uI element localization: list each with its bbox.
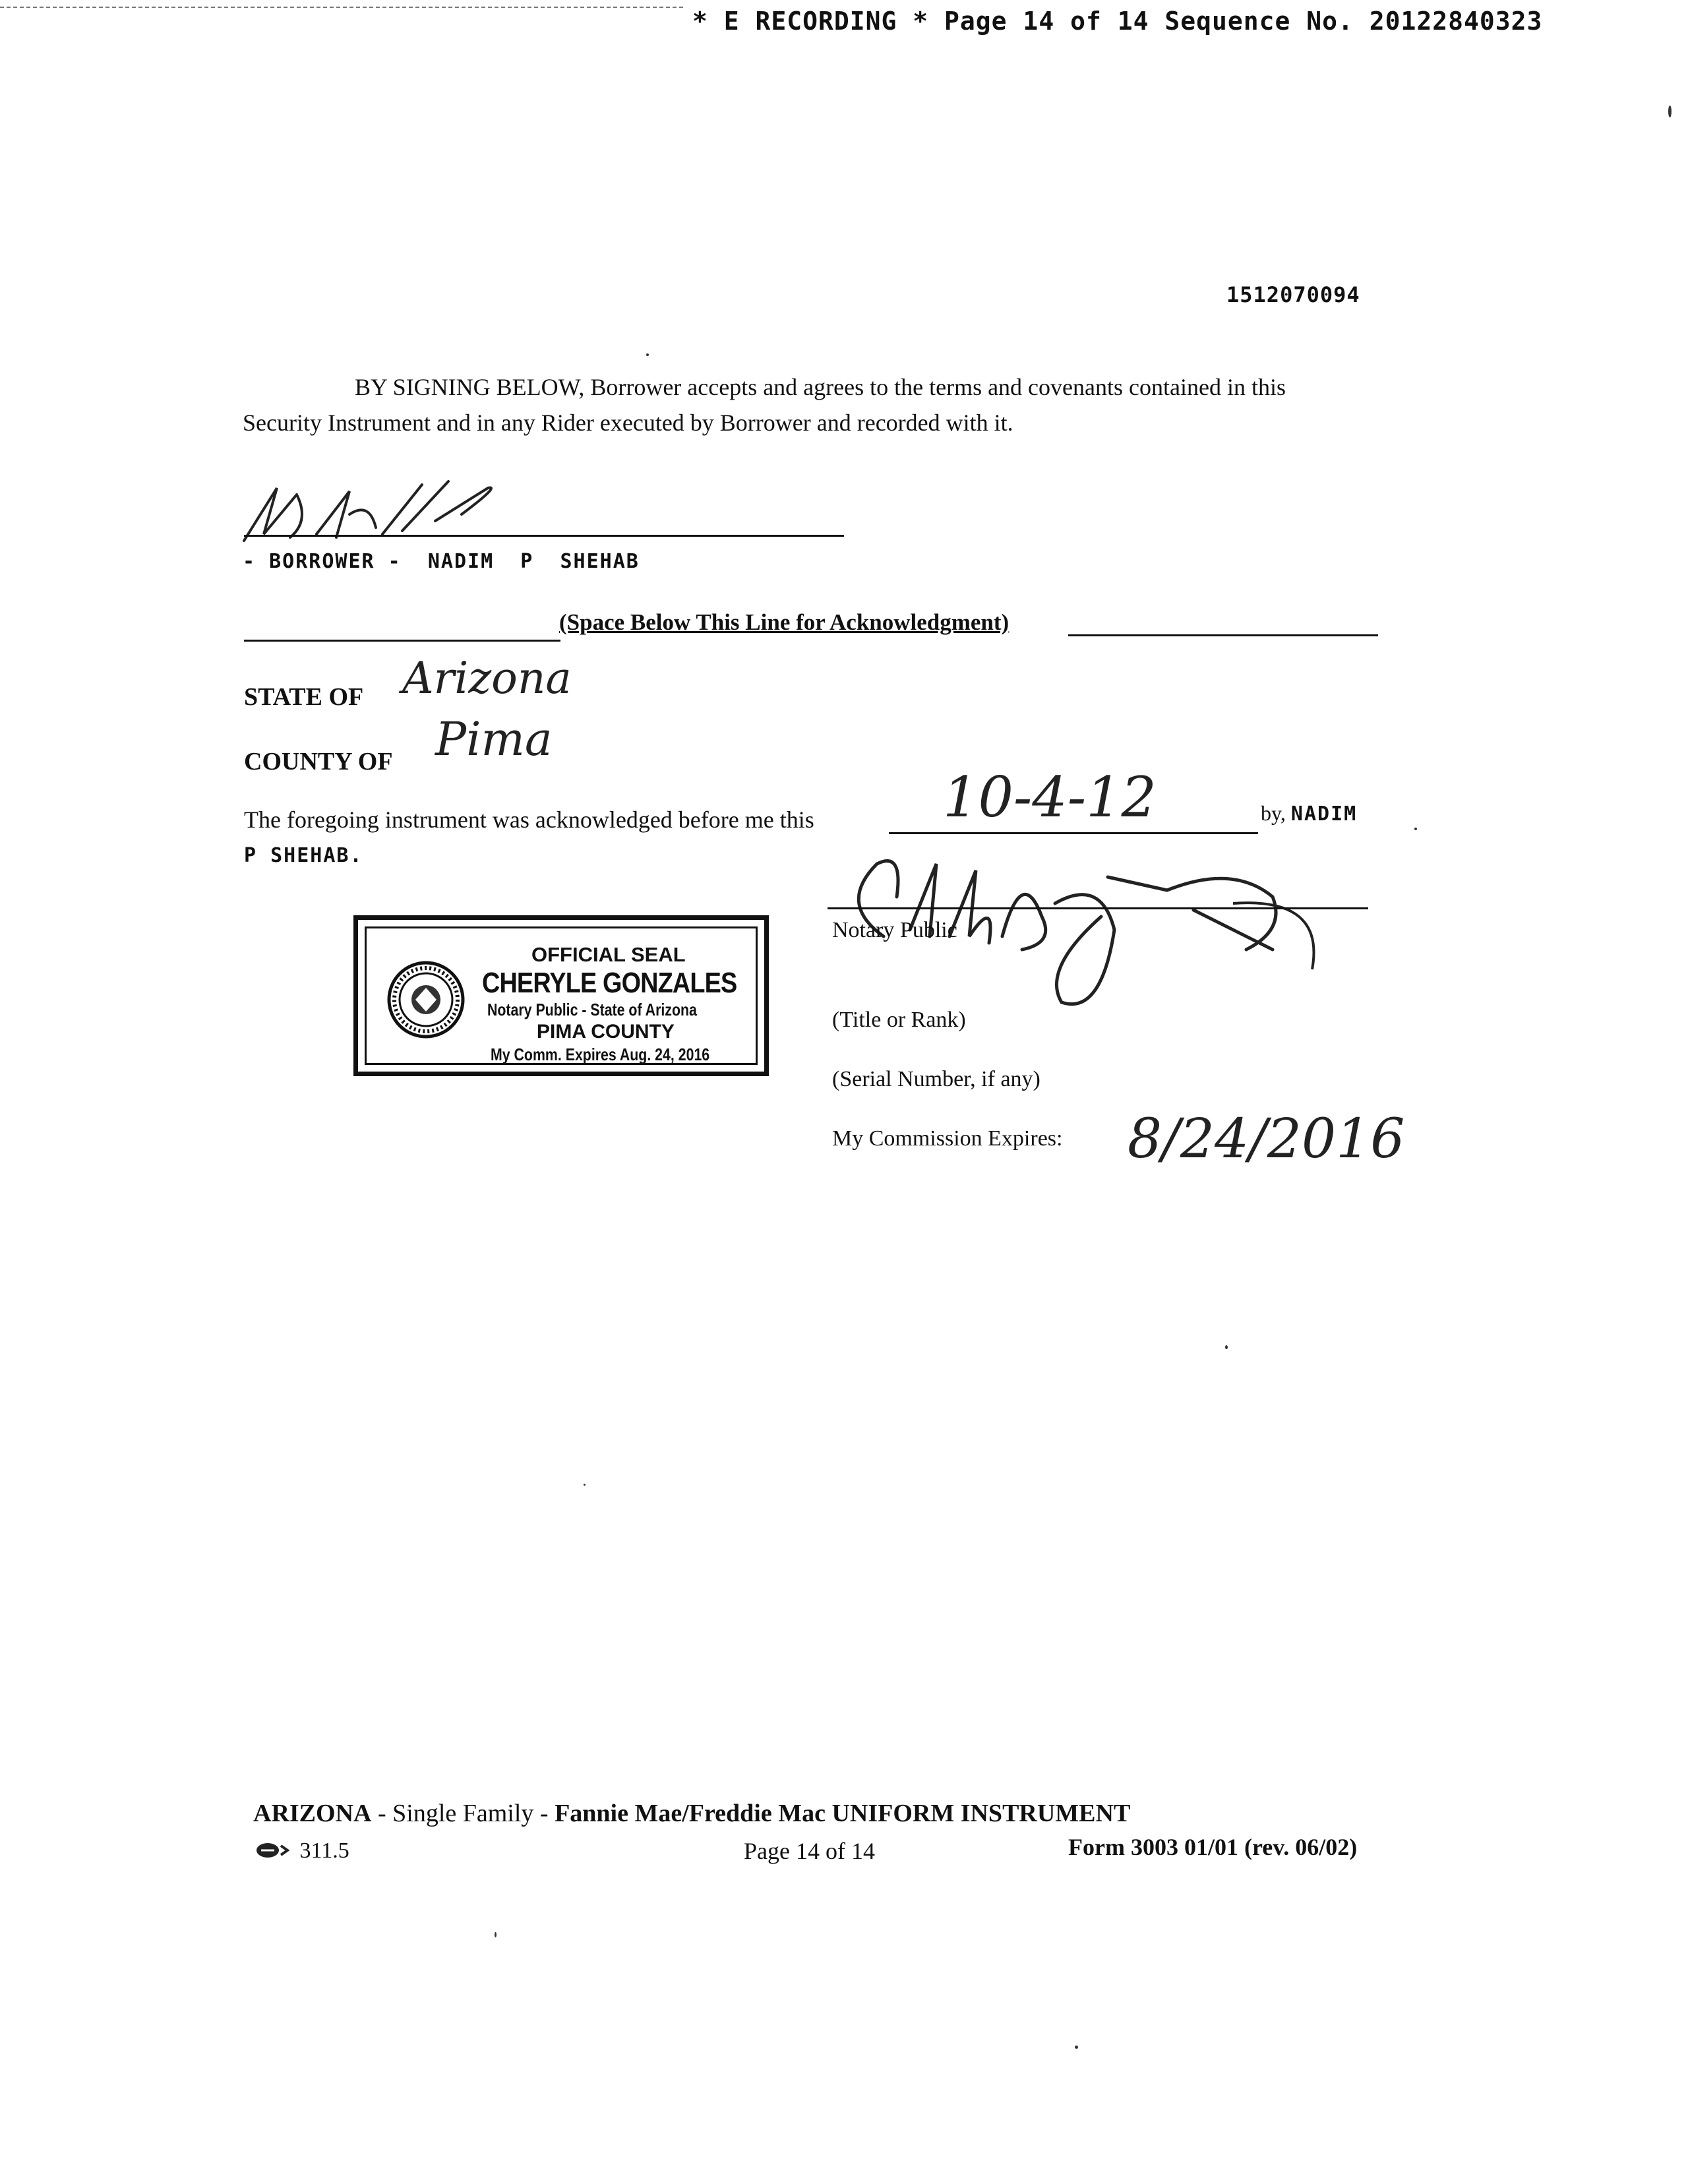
acknowledgment-heading: (Space Below This Line for Acknowledgment): [559, 609, 1010, 635]
scan-speck: [1225, 1345, 1228, 1349]
commission-expires-handwritten: 8/24/2016: [1128, 1108, 1405, 1170]
scan-speck: [495, 1932, 497, 1937]
acknowledgment-rule-left: [244, 640, 560, 642]
seal-notary-name: CHERYLE GONZALES: [482, 967, 737, 999]
seal-county: PIMA COUNTY: [537, 1021, 675, 1043]
acknowledgment-rule-right: [1068, 634, 1378, 636]
county-label: COUNTY OF: [244, 748, 393, 775]
footer-page-number: Page 14 of 14: [744, 1838, 875, 1864]
acknowledgment-date-handwritten: 10-4-12: [943, 765, 1157, 830]
seal-notary-state: Notary Public - State of Arizona: [487, 1000, 697, 1019]
footer-form-code: 311.5: [299, 1838, 349, 1863]
agreement-line-2: Security Instrument and in any Rider executed by Borrower and recorded with it.: [243, 410, 1013, 436]
acknowledged-name-part1: NADIM: [1290, 803, 1358, 826]
scan-speck: [1075, 2046, 1078, 2049]
seal-expiration: My Comm. Expires Aug. 24, 2016: [491, 1045, 710, 1064]
footer-form-number: [255, 1838, 349, 1864]
state-label: STATE OF: [244, 683, 364, 711]
county-handwritten-value: Pima: [435, 712, 553, 766]
footer-program: Fannie Mae/Freddie Mac UNIFORM INSTRUMENT: [555, 1800, 1131, 1827]
agreement-line-1: BY SIGNING BELOW, Borrower accepts and agrees to the terms and covenants contained in this: [355, 374, 1286, 400]
serial-number-label: (Serial Number, if any): [832, 1067, 1040, 1091]
seal-inner-border: [365, 926, 758, 1065]
scan-speck: [646, 353, 649, 356]
commission-expires-label: My Commission Expires:: [832, 1126, 1063, 1151]
form-publisher-logo-icon: [255, 1840, 294, 1860]
by-text: by,: [1261, 801, 1286, 825]
footer-state: ARIZONA: [253, 1800, 372, 1827]
scan-speck: [584, 1484, 586, 1486]
acknowledged-name-part2: P SHEHAB.: [244, 844, 363, 867]
borrower-name-label: - BORROWER - NADIM P SHEHAB: [243, 550, 640, 573]
loan-number: 1512070094: [1226, 282, 1360, 307]
seal-title: OFFICIAL SEAL: [531, 943, 686, 966]
footer-form-title: [253, 1799, 1130, 1828]
footer-form-revision: Form 3003 01/01 (rev. 06/02): [1068, 1834, 1358, 1860]
notary-signature-line: [828, 907, 1368, 909]
title-rank-label: (Title or Rank): [832, 1008, 966, 1032]
recording-header: * E RECORDING * Page 14 of 14 Sequence No. 20122840323: [692, 7, 1543, 36]
scan-speck: [1668, 106, 1672, 117]
borrower-signature-line: [244, 535, 844, 537]
state-seal-icon: [386, 960, 466, 1039]
notary-public-label: Notary Public: [832, 918, 957, 942]
scan-artifact-line: [0, 5, 686, 9]
state-handwritten-value: Arizona: [402, 653, 572, 704]
acknowledged-by: [1261, 801, 1357, 826]
acknowledgment-date-line: [889, 832, 1258, 834]
footer-separator: - Single Family -: [371, 1800, 555, 1827]
signing-agreement-paragraph: [243, 369, 1390, 440]
official-seal-stamp: [353, 915, 769, 1076]
scan-speck: [1414, 828, 1417, 830]
acknowledgment-statement: The foregoing instrument was acknowledged before me this: [244, 806, 814, 833]
